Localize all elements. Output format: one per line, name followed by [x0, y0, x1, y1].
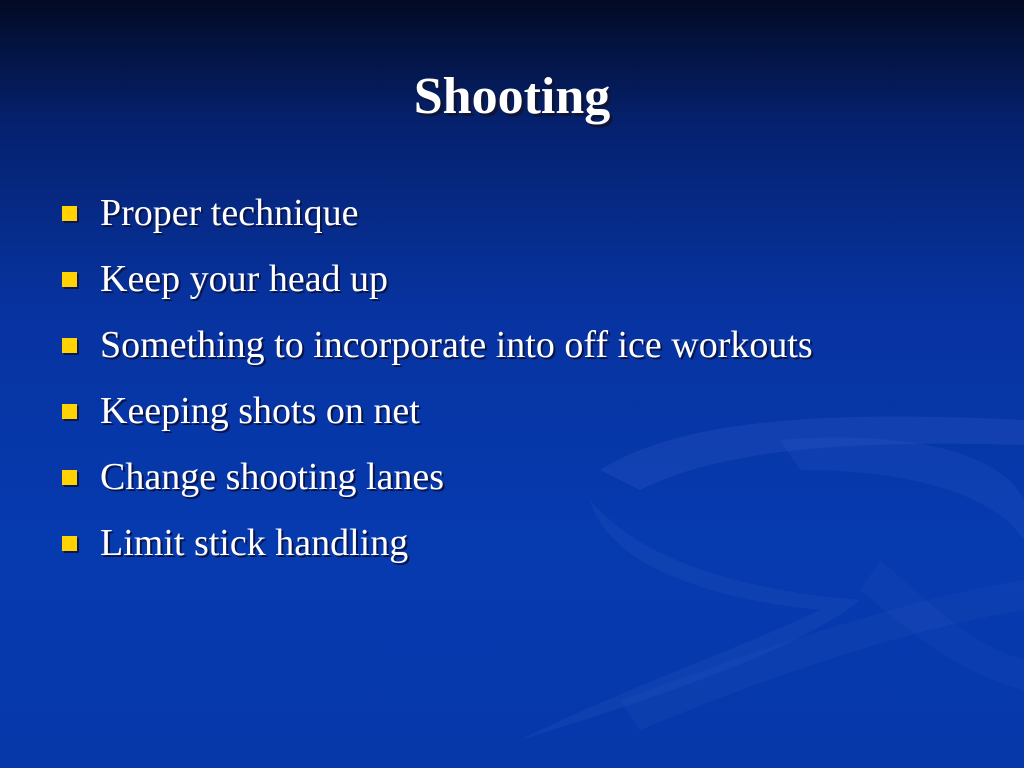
bullet-item	[62, 444, 1012, 510]
square-bullet-icon	[62, 536, 77, 551]
bullet-text: Change shooting lanes	[100, 456, 445, 498]
bullet-text: Proper technique	[100, 192, 359, 234]
bullet-text: Keeping shots on net	[100, 390, 420, 432]
bullet-list	[62, 180, 1012, 576]
square-bullet-icon	[62, 272, 77, 287]
square-bullet-icon	[62, 470, 77, 485]
bullet-item	[62, 312, 1012, 378]
bullet-item	[62, 378, 1012, 444]
square-bullet-icon	[62, 206, 77, 221]
bullet-item	[62, 246, 1012, 312]
bullet-item	[62, 510, 1012, 576]
slide-title: Shooting	[413, 68, 611, 125]
square-bullet-icon	[62, 404, 77, 419]
bullet-text: Something to incorporate into off ice workouts	[100, 324, 813, 366]
bullet-item	[62, 180, 1012, 246]
square-bullet-icon	[62, 338, 77, 353]
bullet-text: Limit stick handling	[100, 522, 409, 564]
bullet-text: Keep your head up	[100, 258, 389, 300]
